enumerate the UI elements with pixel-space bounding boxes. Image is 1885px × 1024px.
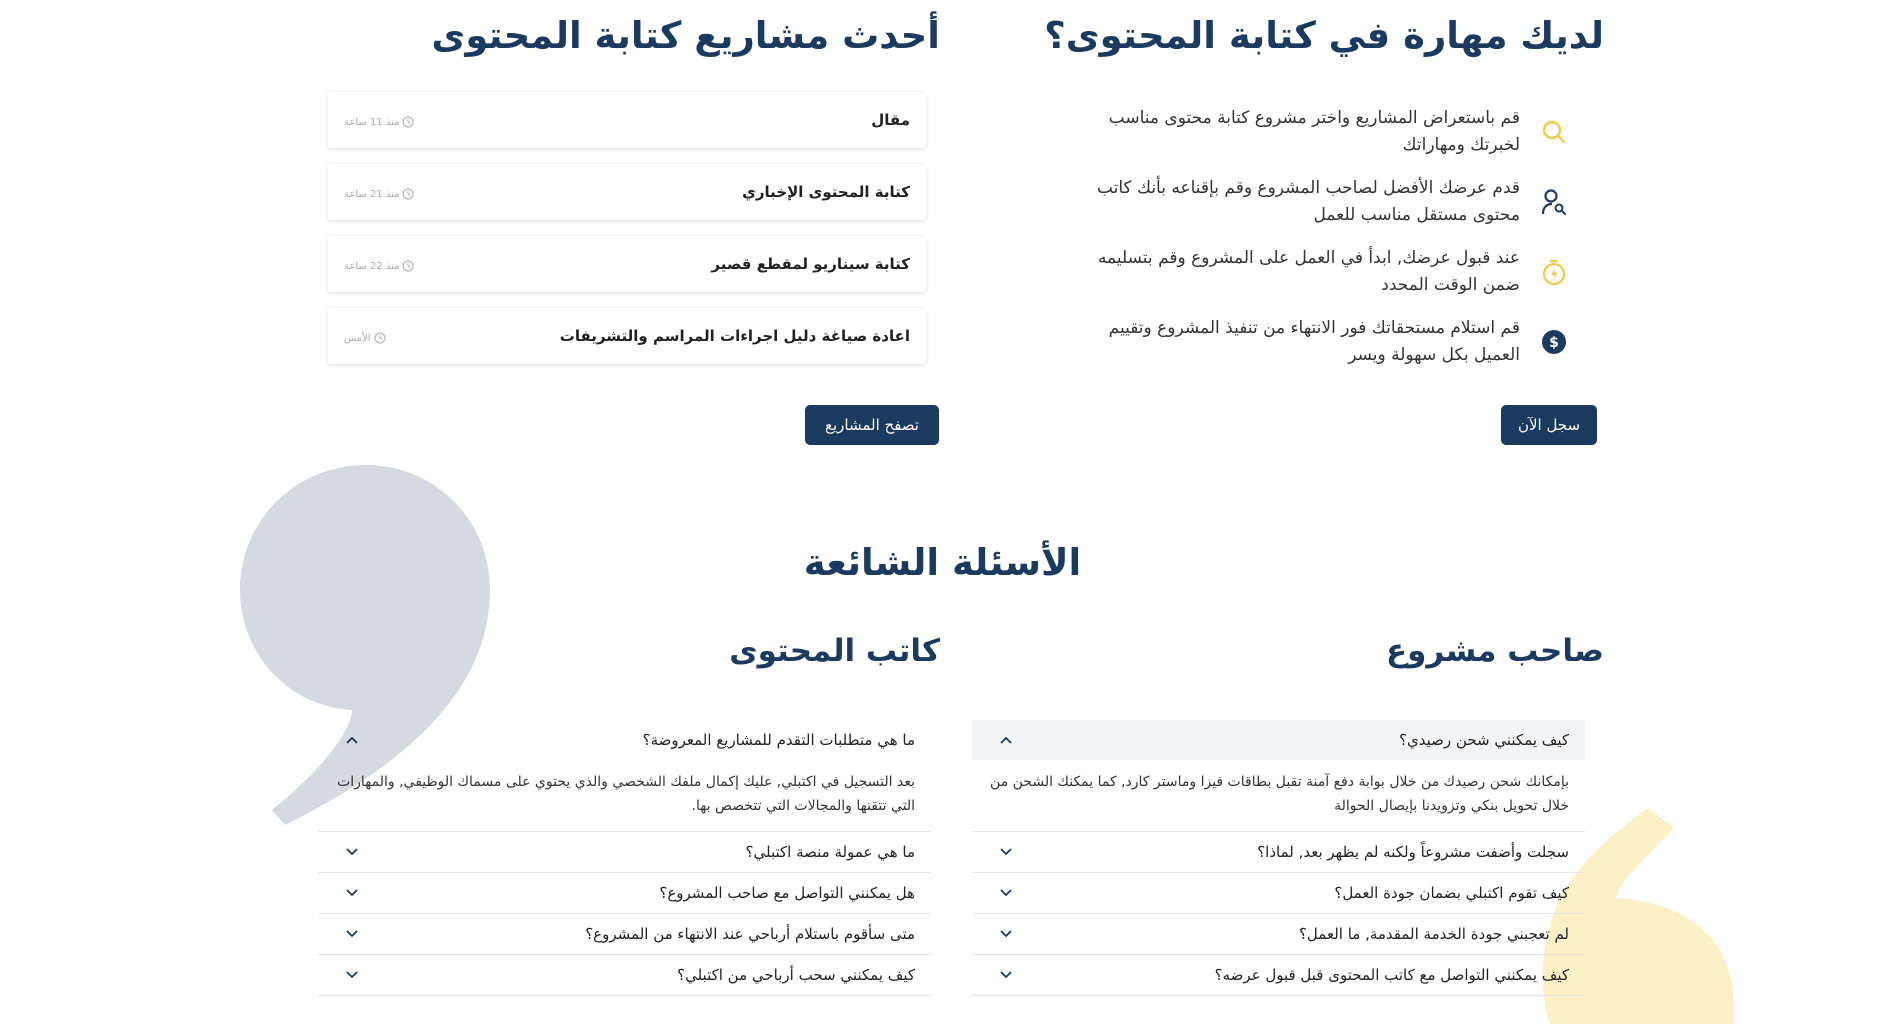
- chevron-down-icon[interactable]: [1000, 887, 1012, 899]
- project-time-text: منذ 11 ساعة: [344, 116, 400, 128]
- step-item: [1070, 237, 1574, 307]
- faq-question[interactable]: [318, 873, 931, 913]
- faq-item: [972, 955, 1585, 996]
- faq-owner-list: [972, 720, 1585, 996]
- faq-question[interactable]: [972, 873, 1585, 913]
- faq-question-text[interactable]: سجلت وأضفت مشروعاً ولكنه لم يظهر بعد, لماذا؟: [1257, 843, 1569, 861]
- faq-question-text[interactable]: ما هي متطلبات التقدم للمشاريع المعروضة؟: [642, 731, 915, 749]
- projects-list: [328, 92, 926, 380]
- chevron-down-icon[interactable]: [1000, 846, 1012, 858]
- project-title[interactable]: اعادة صياغة دليل اجراءات المراسم والتشريفات: [559, 327, 910, 345]
- faq-question[interactable]: [972, 914, 1585, 954]
- faq-writer-heading: كاتب المحتوى: [729, 633, 940, 669]
- chevron-down-icon[interactable]: [346, 846, 358, 858]
- clock-icon: [402, 260, 414, 272]
- faq-item: [972, 914, 1585, 955]
- project-card[interactable]: [328, 236, 926, 292]
- chevron-down-icon[interactable]: [1000, 969, 1012, 981]
- faq-owner-heading: صاحب مشروع: [1385, 633, 1604, 669]
- chevron-down-icon[interactable]: [346, 969, 358, 981]
- chevron-up-icon[interactable]: [346, 734, 358, 746]
- stopwatch-icon: [1534, 252, 1574, 292]
- faq-question-text[interactable]: متى سأقوم باستلام أرباحي عند الانتهاء من المشروع؟: [585, 925, 915, 943]
- faq-question-text[interactable]: ما هي عمولة منصة اكتبلي؟: [745, 843, 915, 861]
- faq-item: [318, 873, 931, 914]
- faq-question[interactable]: [318, 832, 931, 872]
- faq-question-text[interactable]: كيف يمكنني التواصل مع كاتب المحتوى قبل قبول عرضه؟: [1214, 966, 1569, 984]
- faq-question[interactable]: [318, 955, 931, 995]
- faq-item: [318, 955, 931, 996]
- svg-text:$: $: [1549, 335, 1559, 351]
- chevron-down-icon[interactable]: [346, 928, 358, 940]
- project-time-text: منذ 21 ساعة: [344, 188, 400, 200]
- step-item: [1070, 307, 1574, 377]
- project-title[interactable]: كتابة المحتوى الإخباري: [742, 183, 910, 201]
- project-card[interactable]: [328, 308, 926, 364]
- project-time: [344, 260, 414, 272]
- projects-heading: أحدث مشاريع كتابة المحتوى: [431, 14, 940, 57]
- faq-heading: الأسئلة الشائعة: [803, 541, 1082, 584]
- clock-icon: [402, 188, 414, 200]
- project-time: [344, 188, 414, 200]
- faq-question-text[interactable]: هل يمكنني التواصل مع صاحب المشروع؟: [659, 884, 915, 902]
- project-time-text: منذ 22 ساعة: [344, 260, 400, 272]
- faq-item: [318, 832, 931, 873]
- step-text: قم باستعراض المشاريع واختر مشروع كتابة محتوى مناسب لخبرتك ومهاراتك: [1108, 108, 1520, 155]
- browse-projects-button[interactable]: تصفح المشاريع: [805, 405, 939, 445]
- chevron-up-icon[interactable]: [1000, 734, 1012, 746]
- project-card[interactable]: [328, 164, 926, 220]
- faq-answer: بإمكانك شحن رصيدك من خلال بوابة دفع آمنة تقبل بطاقات فيزا وماستر كارد, كما يمكنك الشحن من خلال تحويل بنكي وتزويدنا بإيصال الحوالة: [990, 774, 1569, 814]
- step-item: [1070, 97, 1574, 167]
- project-title[interactable]: مقال: [871, 111, 910, 129]
- project-title[interactable]: كتابة سيناريو لمقطع قصير: [711, 255, 910, 273]
- user-search-icon: [1534, 182, 1574, 222]
- skill-steps-list: [1070, 97, 1574, 377]
- faq-question[interactable]: [972, 720, 1585, 760]
- faq-question-text[interactable]: كيف يمكنني شحن رصيدي؟: [1399, 731, 1569, 749]
- faq-question[interactable]: [972, 832, 1585, 872]
- clock-icon: [374, 332, 386, 344]
- faq-question-text[interactable]: كيف تقوم اكتبلي بضمان جودة العمل؟: [1334, 884, 1569, 902]
- faq-question-text[interactable]: كيف يمكنني سحب أرباحي من اكتبلي؟: [677, 966, 915, 984]
- dollar-coin-icon: [1534, 322, 1574, 362]
- search-icon: [1534, 112, 1574, 152]
- project-time: [344, 116, 414, 128]
- faq-question-text[interactable]: لم تعجبني جودة الخدمة المقدمة, ما العمل؟: [1298, 925, 1569, 943]
- project-time: [344, 332, 386, 344]
- faq-item: [972, 720, 1585, 832]
- faq-writer-list: [318, 720, 931, 996]
- faq-question[interactable]: [318, 914, 931, 954]
- step-text: عند قبول عرضك, ابدأ في العمل على المشروع وقم بتسليمه ضمن الوقت المحدد: [1097, 248, 1520, 295]
- faq-question[interactable]: [318, 720, 931, 760]
- clock-icon: [402, 116, 414, 128]
- step-item: [1070, 167, 1574, 237]
- project-time-text: الأمس: [344, 332, 371, 344]
- chevron-down-icon[interactable]: [346, 887, 358, 899]
- skill-heading: لديك مهارة في كتابة المحتوى؟: [1044, 14, 1604, 57]
- chevron-down-icon[interactable]: [1000, 928, 1012, 940]
- step-text: قم استلام مستحقاتك فور الانتهاء من تنفيذ المشروع وتقييم العميل بكل سهولة ويسر: [1108, 318, 1520, 365]
- project-card[interactable]: [328, 92, 926, 148]
- step-text: قدم عرضك الأفضل لصاحب المشروع وقم بإقناعه بأنك كاتب محتوى مستقل مناسب للعمل: [1096, 178, 1520, 225]
- faq-item: [972, 832, 1585, 873]
- faq-item: [318, 720, 931, 832]
- register-now-button[interactable]: سجل الآن: [1501, 405, 1597, 445]
- faq-item: [318, 914, 931, 955]
- faq-answer: بعد التسجيل في اكتبلي, عليك إكمال ملفك الشخصي والذي يحتوي على مسماك الوظيفي, والمهارات التي تتقنها والمجالات التي تتخصص بها.: [337, 774, 915, 814]
- faq-item: [972, 873, 1585, 914]
- faq-question[interactable]: [972, 955, 1585, 995]
